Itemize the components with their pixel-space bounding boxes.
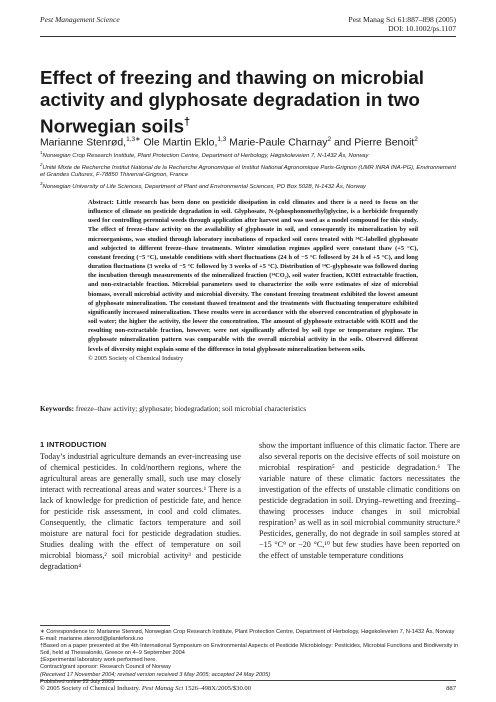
author-affiliation-mark: 2	[414, 136, 418, 143]
footer-copyright	[40, 685, 251, 693]
affiliation-number: 1	[40, 150, 43, 155]
affiliations	[40, 149, 460, 191]
keywords-text: freeze–thaw activity; glyphosate; biodegradation; soil microbial characteristics	[75, 404, 307, 413]
footer-journal: Pest Manag Sci	[141, 685, 184, 692]
affiliation-text: Norwegian Crop Research Institute, Plant Protection Centre, Department of Herbology, Høgskoleveien 7, N-1432 Ås, Norway	[42, 152, 369, 159]
experimental-note: ‡Experimental laboratory work performed here.	[40, 657, 157, 664]
affiliation-text: Norwegian University of Life Sciences, Department of Plant and Environmental Sciences, PO Box 5028, N-1432 Ås, Norway	[42, 183, 367, 190]
abstract	[88, 198, 418, 363]
paragraph: show the important influence of this climatic factor. There are also several reports on the decisive effects of soil moisture on microbial respiration⁵ and pesticide degradation.⁶ The variable nature of these climatic factors necessitates the investigation of the effects of unstable climatic conditions on pesticide degradation in soil. Drying–rewetting and freezing–thawing processes induce changes in soil microbial respiration⁷ as well as in soil microbial community structure.⁸ Pesticides, generally, do not degrade in soil samples stored at −15 °C⁹ or −20 °C,¹⁰ but few studies have been reported on the effect of unstable temperature conditions	[259, 441, 460, 561]
affiliation	[40, 161, 460, 180]
conference-note: †Based on a paper presented at the 4th International Symposium on Environmental Aspects of Pesticide Microbiology: Pesticides, Microbial Functions and Biodiversity in Soil, held at Thessaloniki, Greece on 4–9 September 2004	[40, 643, 459, 657]
article-title	[40, 67, 460, 137]
published-note: Published online 22 July 2005	[40, 678, 115, 685]
affiliation-text: Unité Mixte de Recherche Institut National de la Recherche Agronomique et Institut National Agronomique Paris-Grignon (UMR INRA INA-PG), Environnement et Grandes Cultures, F-78850 Thiverval-Grignon, France	[40, 164, 457, 179]
correspondence-note: ∗ Correspondence to: Marianne Stenrød, Norwegian Crop Research Institute, Plant Protection Centre, Department of Herbology, Høgskoleveien 7, N-1432 Ås, Norway	[40, 629, 455, 635]
author-affiliation-mark: 1,3	[217, 136, 227, 143]
author: Ole Martin Eklo,	[143, 137, 218, 149]
abstract-text: Abstract: Little research has been done on pesticide dissipation in cold climates and there is a need to focus on the influence of climate on pesticide degradation in soil. Glyphosate, N-(phosphonomethyl)glycine, is a herbicide frequently used for controlling perennial weeds through application after harvest and was used as a model compound for this study. The effect of freeze–thaw activity on the availability of glyphosate in soil, and consequently its mineralization by soil microorganisms, was studied through laboratory incubations of repacked soil cores treated with ¹⁴C-labelled glyphosate and subjected to different freeze–thaw treatments. Winter simulation regimes applied were constant thaw (+5 °C), constant freezing (−5 °C), unstable conditions with short fluctuations (24 h of −5 °C followed by 24 h of +5 °C), and long duration fluctuations (3 weeks of −5 °C followed by 3 weeks of +5 °C). Distribution of ¹⁴C-glyphosate was followed during the incubation through measurements of the mineralized fraction (¹⁴CO₂), soil water fraction, KOH extractable fraction, and non-extractable fraction. Microbial parameters used to characterize the soils were estimates of size of microbial biomass, overall microbial activity and microbial diversity. The constant freezing treatment exhibited the lowest amount of glyphosate mineralization. The constant thawed treatment and the treatments with fluctuating temperature exhibited significantly increased mineralization. These results were in accordance with the observed concentration of glyphosate in soil water; the higher the activity, the lower the concentration. The amount of glyphosate extractable with KOH and the resulting non-extractable fraction, however, were not significantly affected by soil type or temperature regime. The glyphosate mineralization pattern was comparable with the overall microbial activity in the soils. Observed different levels of diversity might explain some of the difference in total glyphosate mineralization between soils.	[88, 199, 418, 353]
header-rule	[40, 36, 456, 37]
email-note[interactable]: E-mail: marianne.stenrod@planteforsk.no	[40, 636, 144, 643]
title-footnote-mark: †	[184, 116, 191, 128]
footer-issn: 1526–498X/2005/$30.00	[184, 685, 252, 692]
author-list	[40, 133, 418, 149]
author: Marie-Paule Charnay	[229, 137, 328, 149]
paragraph: Today’s industrial agriculture demands an ever-increasing use of chemical pesticides. In cold/northern regions, where the agricultural areas are generally small, such use may closely interact with recreational areas and water sources.¹ There is a lack of knowledge for prediction of pesticide fate, and hence for pesticide risk assessment, in cool and cold climates. Consequently, the climatic factors temperature and soil moisture are natural foci for pesticide degradation studies. Studies dealing with the effect of temperature on soil microbial biomass,² soil microbial activity³ and pesticide degradation⁴	[40, 452, 241, 572]
body-column-left	[40, 451, 241, 573]
footer-rule	[40, 680, 456, 681]
keywords-label: Keywords:	[40, 404, 75, 413]
footnotes	[40, 629, 460, 686]
author-affiliation-mark: 2	[327, 136, 332, 143]
citation: Pest Manag Sci 61:887–898 (2005)	[348, 15, 456, 24]
received-note: (Received 17 November 2004; revised version received 3 May 2005; accepted 24 May 2005)	[40, 671, 271, 678]
journal-name: Pest Management Science	[40, 15, 120, 24]
affiliation	[40, 180, 460, 192]
body-column-right	[259, 440, 460, 562]
section-heading: 1 INTRODUCTION	[40, 440, 107, 449]
article-title-text: Effect of freezing and thawing on microbial activity and glyphosate degradation in two Norwegian soils	[40, 67, 424, 137]
doi[interactable]: DOI: 10.1002/ps.1107	[388, 24, 456, 33]
page-number: 887	[446, 685, 456, 692]
author: and Pierre Benoit	[334, 137, 415, 149]
keywords	[40, 404, 460, 413]
affiliation-number: 3	[40, 180, 43, 186]
abstract-copyright: © 2005 Society of Chemical Industry	[88, 354, 184, 362]
affiliation	[40, 149, 460, 161]
author-affiliation-mark: 1,3∗	[126, 136, 141, 143]
author: Marianne Stenrød,	[40, 137, 127, 149]
footnote-rule	[40, 625, 170, 626]
affiliation-number: 2	[40, 161, 43, 167]
grant-note: Contract/grant sponsor: Research Council of Norway	[40, 664, 171, 671]
footer-copyright-text: © 2005 Society of Chemical Industry.	[40, 685, 141, 692]
citation-block	[348, 15, 456, 33]
